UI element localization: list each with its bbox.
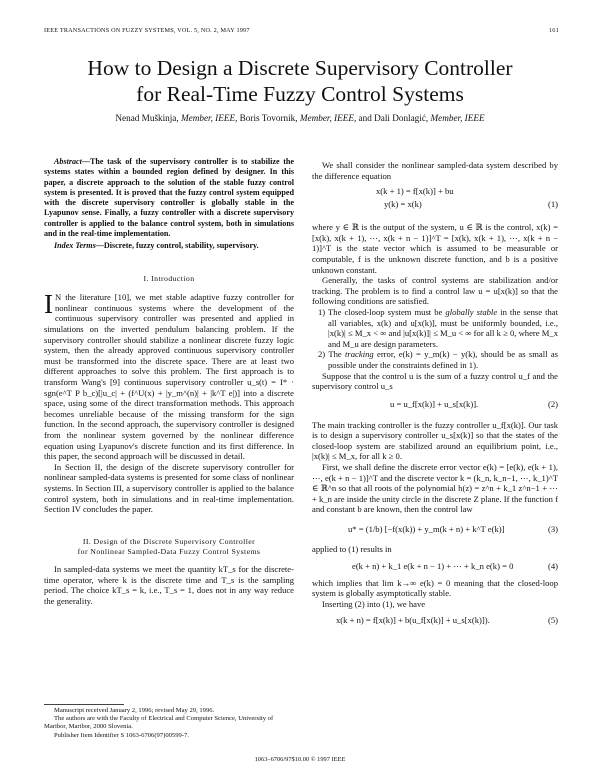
equation-4-number: (4) (547, 560, 558, 571)
equation-2-body: u = u_f[x(k)] + u_s[x(k)]. (390, 398, 479, 409)
section-1-heading: I. Introduction (143, 273, 195, 283)
right-paragraph-6: First, we shall define the discrete error vector e(k) = [e(k), e(k + 1), ⋯, e(k + n − 1)]^T and the discrete vector k = (k_n, k_n−1, ⋯, k_1)^T ∈ ℝ^n so that all roots of the polynomial h(z) = z^n + k_1 z^n−1 + ⋯ + k_n are inside the unity circle in the discrete Z plane. If the function f and constant b are known, then the control law (312, 462, 558, 515)
title-line-2: for Real-Time Fuzzy Control Systems (136, 82, 464, 106)
equation-2 (312, 396, 558, 416)
condition-2-post: error, e(k) = y_m(k) − y(k), should be as small as possible under the constraints defined in 1). (328, 349, 558, 370)
right-paragraph-4: Suppose that the control u is the sum of a fuzzy control u_f and the supervisory control u_s (312, 370, 558, 392)
author-1: Nenad Muškinja, (115, 113, 179, 123)
paper-title (0, 55, 600, 107)
right-paragraph-8: which implies that lim k→∞ e(k) = 0 meaning that the closed-loop system is globally asymptotically stable. (312, 577, 558, 599)
footnotes (44, 707, 294, 740)
equation-1-line-b: y(k) = x(k) (384, 199, 422, 210)
abstract (44, 157, 294, 239)
title-line-1: How to Design a Discrete Supervisory Controller (87, 56, 513, 80)
journal-header: IEEE TRANSACTIONS ON FUZZY SYSTEMS, VOL. 5, NO. 2, MAY 1997 (44, 27, 250, 34)
author-2-role: Member, IEEE, (299, 113, 357, 123)
equation-3-body: u* = (1/b) [−f(x(k)) + y_m(k + n) + k^T e(k)] (348, 524, 505, 535)
left-column (44, 157, 294, 606)
page-number: 161 (549, 27, 559, 34)
drop-cap: I (44, 289, 53, 320)
condition-2-emphasis: tracking (345, 349, 374, 360)
equation-4-body: e(k + n) + k_1 e(k + n − 1) + ⋯ + k_n e(k) = 0 (352, 560, 514, 571)
condition-1 (312, 307, 558, 349)
condition-1-pre: 1) The closed-loop system must be (318, 306, 443, 317)
index-terms-text: Discrete, fuzzy control, stability, supervisory. (103, 241, 259, 251)
section-1-p1-text: N the literature [10], we met stable adaptive fuzzy controller for nonlinear continuous systems where the development of the continuous supervisory controller was presented and applied in simulations on the inverted pendulum balancing problem. If the supervisory controller should stabilize a nonlinear discrete fuzzy logic system, then the already approved continuous supervisory controller must be transformed into the discrete space. There are at least two different approaches to solve this problem. The first approach is to transform Wang's [9] continuous supervisory controller u_s(t) = I* · sgn(e^T P b_c)[|u_c| + (f^U(x) + |y_m^(n)| + |k^T e|)] into a discrete space, using some of the direct transformation methods. This approach becomes unreliable because of the missing transform for the sign function. In the second approach, the supervisory controller is designed from the nonlinear system governed by the nonlinear difference equation using Lyapunov's discrete function and its first difference. In this paper, the second approach will be discussed in detail. (44, 292, 294, 462)
equation-5-body: x(k + n) = f[x(k)] + b(u_f[x(k)] + u_s[x(k)]). (336, 615, 490, 626)
right-paragraph-9: Inserting (2) into (1), we have (322, 598, 426, 609)
author-line (0, 113, 600, 123)
section-1-paragraph-2: In Section II, the design of the discrete supervisory controller for nonlinear sampled-data systems is presented for some class of nonlinear systems. In Section III, a supervisory controller is applied to the balance control system, both in simulations and in real-time implementation. Section IV concludes the paper. (44, 461, 294, 515)
right-paragraph-5: The main tracking controller is the fuzzy controller u_f[x(k)]. Our task is to design a supervisory controller u_s[x(k)] so that the states of the closed-loop system are stabilized around an equilibrium point, i.e., |x(k)| ≤ M_x, for all k ≥ 0. (312, 419, 558, 462)
section-2-heading-line-2: for Nonlinear Sampled-Data Fuzzy Control Systems (77, 547, 261, 557)
author-1-role: Member, IEEE, (180, 113, 238, 123)
abstract-text: The task of the supervisory controller is to stabilize the systems states within a bounded region defined by designer. In this paper, a discrete approach to the solution of the stable fuzzy control system is presented. It is proved that the fuzzy control system equipped with the discrete supervisory controller is globally stable in the Lyapunov sense. Finally, a fuzzy controller with a discrete supervisory controller is applied to the balance control system, both in simulations and in the real-time implementation. (44, 157, 294, 239)
equation-3 (312, 519, 558, 541)
right-paragraph-3: Generally, the tasks of control systems are stabilization and/or tracking. The problem is to find a control law u = u[x(k)] so that the following conditions are satisfied. (312, 275, 558, 307)
equation-1-line-a: x(k + 1) = f[x(k)] + bu (376, 186, 454, 197)
equation-1 (312, 186, 558, 218)
section-1-paragraph-1 (44, 289, 294, 462)
equation-5 (312, 612, 558, 632)
equation-1-number: (1) (547, 199, 558, 210)
equation-4 (312, 558, 558, 578)
section-2-heading-line-1: II. Design of the Discrete Supervisory Controller (82, 536, 256, 546)
equation-2-number: (2) (547, 398, 558, 409)
equation-5-number: (5) (547, 615, 558, 626)
section-2-paragraph-1: In sampled-data systems we meet the quantity kT_s for the discrete-time operator, where k is the discrete time and T_s is the sampling period. The choice kT_s = k, i.e., T_s = 1, does not in any way reduce the generality. (44, 563, 294, 606)
author-3: and Dali Donlagić, (358, 113, 429, 123)
right-paragraph-7: applied to (1) results in (312, 544, 392, 555)
footnote-rule (44, 704, 124, 705)
author-2: Boris Tovornik, (239, 113, 298, 123)
copyright-line: 1063–6706/97$10.00 © 1997 IEEE (254, 756, 346, 763)
equation-3-number: (3) (547, 524, 558, 535)
index-terms (44, 241, 294, 251)
footnote-affiliation: The authors are with the Faculty of Electrical and Computer Science, University of Maribor, Maribor, 2000 Slovenia. (44, 715, 274, 731)
condition-2-pre: 2) The (318, 349, 342, 360)
right-column (312, 160, 558, 760)
condition-1-emphasis: globally stable (445, 306, 498, 317)
abstract-label: Abstract— (54, 157, 90, 166)
footnote-identifier: Publisher Item Identifier S 1063-6706(97)00599-7. (54, 731, 189, 739)
right-paragraph-1: We shall consider the nonlinear sampled-data system described by the difference equation (312, 160, 558, 181)
right-paragraph-2: where y ∈ ℝ is the output of the system, u ∈ ℝ is the control, x(k) = [x(k), x(k + 1), ⋯, x(k + n − 1)]^T = [x(k), x(k + 1), ⋯, x(k + n − 1)]^T is the state vector which is assumed to be measurable or computable, f is the unknown discrete function, and b is a positive unknown constant. (312, 222, 558, 275)
condition-2 (312, 349, 558, 370)
condition-1-post: in the sense that all variables, x(k) and u[x(k)], must be uniformly bounded, i.e., |x(k)| ≤ M_x < ∞ and |u[x(k)]| ≤ M_u < ∞ for all k ≥ 0, where M_x and M_u are design parameters. (328, 306, 558, 349)
index-terms-label: Index Terms— (54, 241, 104, 251)
author-3-role: Member, IEEE (430, 113, 485, 123)
footnote-received: Manuscript received January 2, 1996; revised May 29, 1996. (54, 707, 215, 714)
